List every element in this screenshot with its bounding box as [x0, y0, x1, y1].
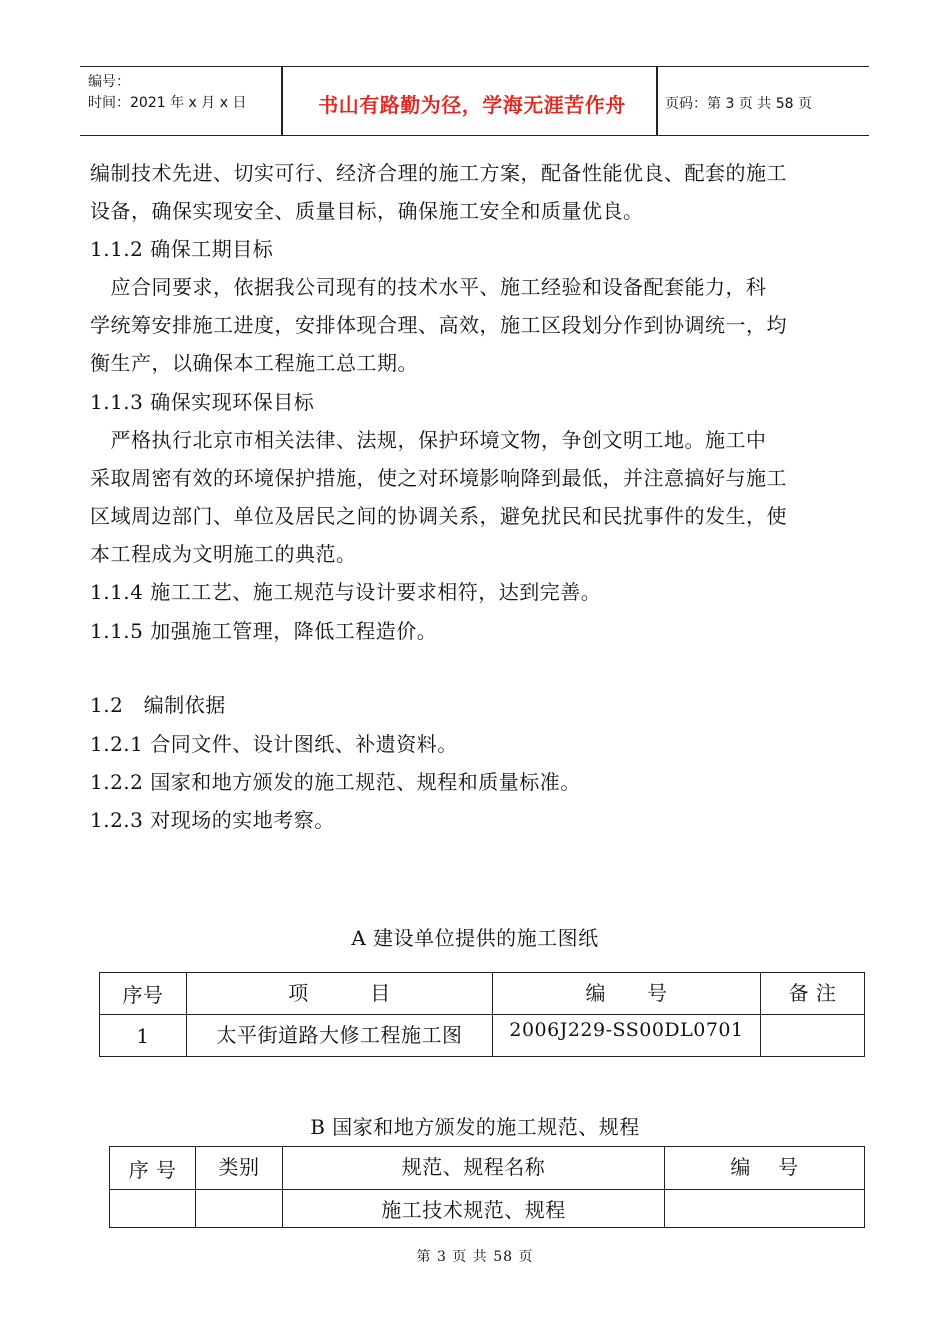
table-header-cell: 序号	[100, 973, 187, 1015]
section-heading-1-2: 1.2 编制依据	[90, 693, 226, 717]
section-heading-1-2-3: 1.2.3 对现场的实地考察。	[90, 808, 335, 832]
table-header-cell: 类别	[196, 1147, 283, 1190]
section-heading-1-1-3: 1.1.3 确保实现环保目标	[90, 390, 315, 414]
body-line: 区域周边部门、单位及居民之间的协调关系，避免扰民和民扰事件的发生，使	[90, 504, 787, 528]
header-divider	[281, 67, 283, 135]
table-a-caption: A 建设单位提供的施工图纸	[351, 926, 599, 950]
header-divider	[656, 67, 658, 135]
table-header-cell: 规范、规程名称	[283, 1147, 665, 1190]
table-cell	[761, 1015, 865, 1057]
table-header-cell: 项 目	[187, 973, 493, 1015]
page-header	[80, 66, 869, 136]
section-heading-1-2-2: 1.2.2 国家和地方颁发的施工规范、规程和质量标准。	[90, 770, 581, 794]
table-row	[100, 1015, 865, 1057]
section-heading-1-1-2: 1.1.2 确保工期目标	[90, 237, 274, 261]
section-heading-1-2-1: 1.2.1 合同文件、设计图纸、补遗资料。	[90, 732, 458, 756]
header-left	[88, 72, 246, 114]
body-line: 编制技术先进、切实可行、经济合理的施工方案，配备性能优良、配套的施工	[90, 161, 787, 185]
table-header-cell: 备 注	[761, 973, 865, 1015]
table-cell: 1	[100, 1015, 187, 1057]
document-number-label: 编号：	[88, 74, 130, 90]
document-time-label: 时间：2021 年 x 月 x 日	[88, 95, 247, 111]
header-motto: 书山有路勤为径，学海无涯苦作舟	[318, 93, 626, 117]
body-line: 学统筹安排施工进度，安排体现合理、高效，施工区段划分作到协调统一，均	[90, 313, 787, 337]
table-header-cell: 编 号	[493, 973, 761, 1015]
table-header-row	[110, 1147, 865, 1190]
table-cell: 施工技术规范、规程	[283, 1190, 665, 1228]
table-b-caption: B 国家和地方颁发的施工规范、规程	[310, 1115, 640, 1139]
body-line: 衡生产，以确保本工程施工总工期。	[90, 351, 418, 375]
page-footer: 第 3 页 共 58 页	[416, 1249, 534, 1265]
section-heading-1-1-5: 1.1.5 加强施工管理，降低工程造价。	[90, 619, 438, 643]
table-cell: 太平街道路大修工程施工图	[187, 1015, 493, 1057]
table-row	[110, 1190, 865, 1228]
body-line: 严格执行北京市相关法律、法规，保护环境文物，争创文明工地。施工中	[90, 428, 767, 452]
table-cell: 2006J229-SS00DL0701	[493, 1015, 761, 1057]
table-cell	[110, 1190, 196, 1228]
body-line: 设备，确保实现安全、质量目标，确保施工安全和质量优良。	[90, 199, 644, 223]
table-header-cell: 编 号	[665, 1147, 865, 1190]
body-line: 应合同要求，依据我公司现有的技术水平、施工经验和设备配套能力，科	[90, 275, 767, 299]
body-line: 本工程成为文明施工的典范。	[90, 542, 357, 566]
section-heading-1-1-4: 1.1.4 施工工艺、施工规范与设计要求相符，达到完善。	[90, 580, 602, 604]
body-line: 采取周密有效的环境保护措施，使之对环境影响降到最低，并注意搞好与施工	[90, 466, 787, 490]
table-header-cell: 序 号	[110, 1147, 196, 1190]
table-cell	[196, 1190, 283, 1228]
table-cell	[665, 1190, 865, 1228]
header-page-info: 页码：第 3 页 共 58 页	[665, 96, 812, 112]
table-header-row	[100, 973, 865, 1015]
table-a	[99, 972, 865, 1057]
table-b	[109, 1146, 865, 1228]
